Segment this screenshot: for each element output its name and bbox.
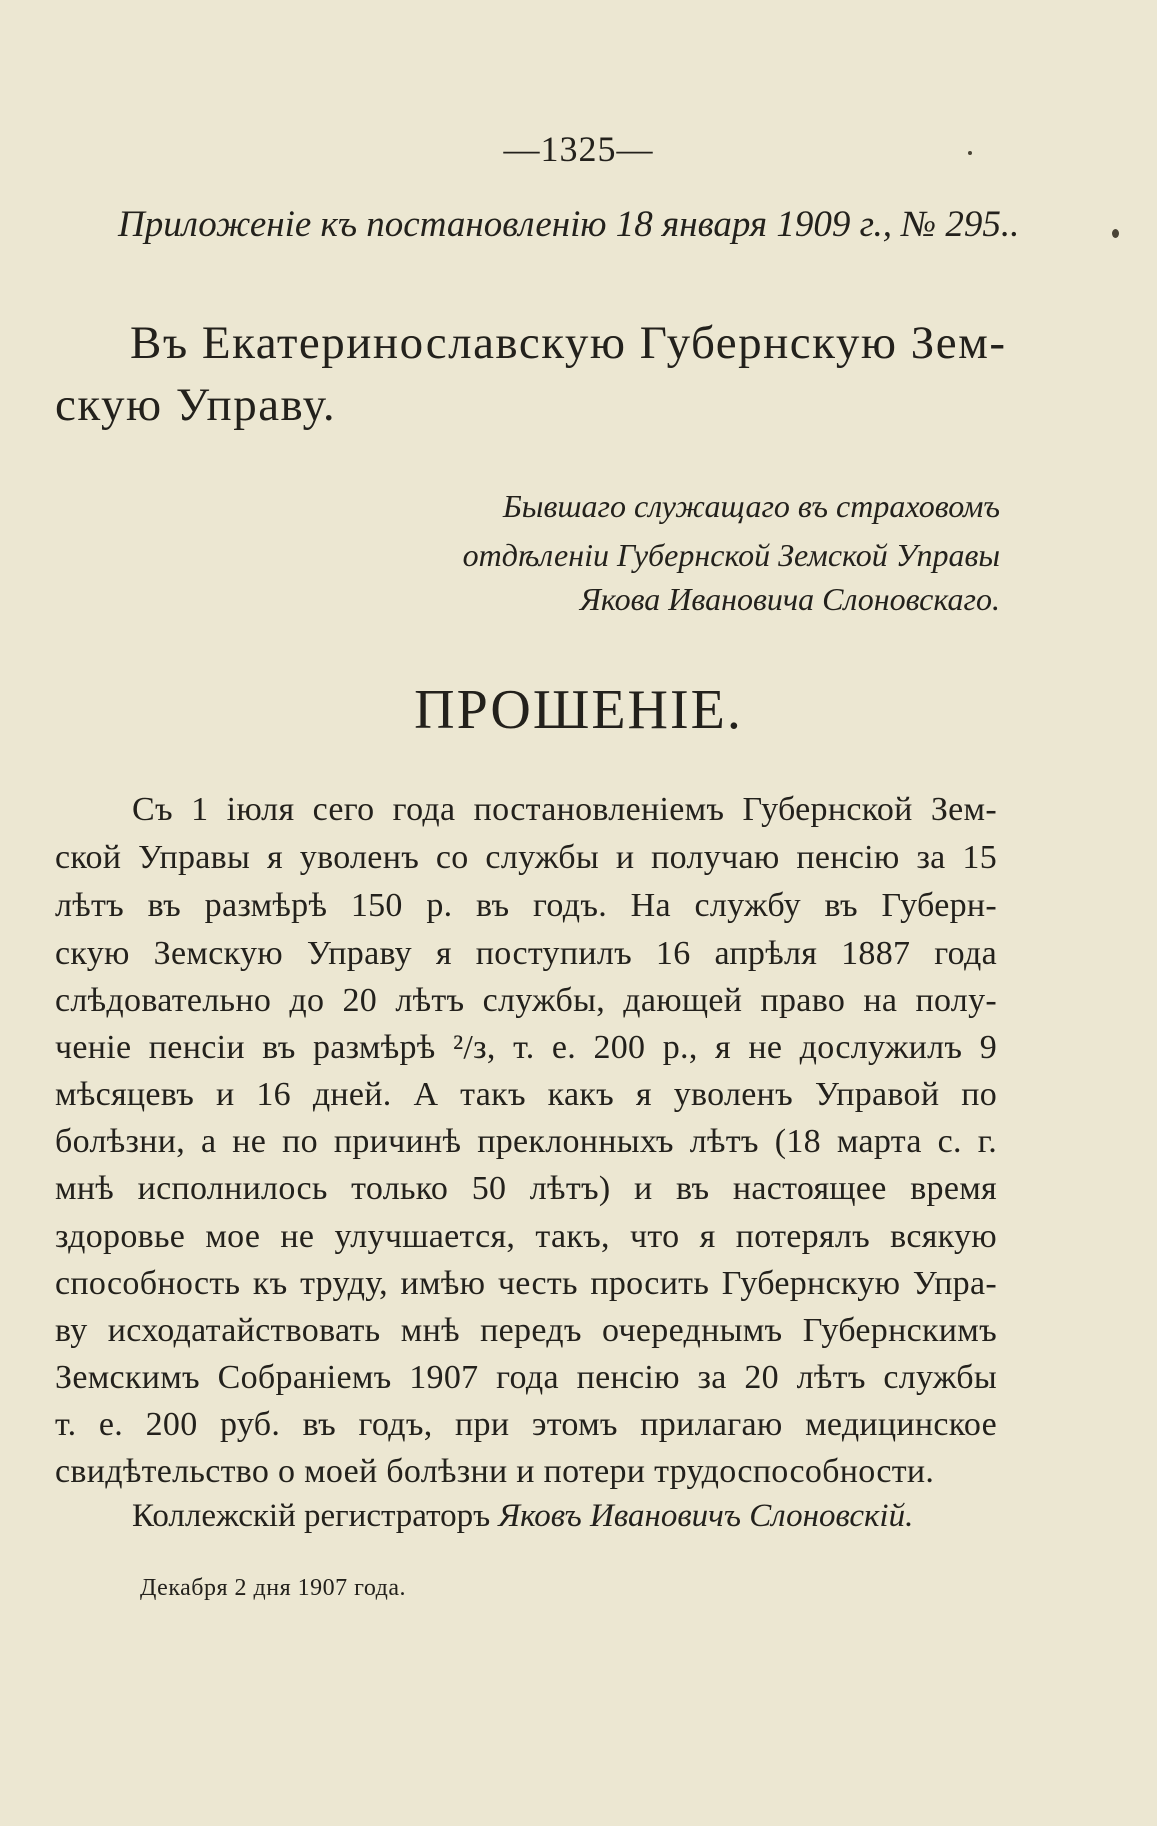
body-line: болѣзни, а не по причинѣ преклонныхъ лѣтъ (18 марта с. г.: [55, 1123, 997, 1160]
sender-line-3: Якова Ивановича Слоновскаго.: [579, 581, 1000, 617]
body-line: мнѣ исполнилось только 50 лѣтъ) и въ настоящее время: [55, 1170, 997, 1207]
appendix-note: Приложенiе къ постановленiю 18 января 1909 г., № 295..: [118, 204, 1020, 245]
body-line: здоровье мое не улучшается, такъ, что я потерялъ всякую: [55, 1218, 997, 1255]
page-number: —1325—: [503, 129, 654, 169]
body-line: скую Земскую Управу я поступилъ 16 апрѣля 1887 года: [55, 935, 997, 972]
body-line: лѣтъ въ размѣрѣ 150 р. въ годъ. На службу въ Губерн-: [55, 887, 997, 924]
body-line: свидѣтельство о моей болѣзни и потери трудоспособности.: [55, 1453, 935, 1490]
signature-name: Яковъ Ивановичъ Слоновскiй.: [498, 1498, 914, 1534]
address-line-2: скую Управу.: [55, 379, 337, 431]
ink-speck: [1112, 229, 1119, 238]
sender-line-2: отдѣленiи Губернской Земской Управы: [462, 537, 1000, 573]
document-date: Декабря 2 дня 1907 года.: [140, 1575, 407, 1601]
body-line: Земскимъ Собранiемъ 1907 года пенсiю за 20 лѣтъ службы: [55, 1359, 997, 1396]
body-line: ву исходатайствовать мнѣ передъ очереднымъ Губернскимъ: [55, 1312, 997, 1349]
body-line: т. е. 200 руб. въ годъ, при этомъ прилагаю медицинское: [55, 1406, 997, 1443]
body-line: слѣдовательно до 20 лѣтъ службы, дающей право на полу-: [55, 982, 997, 1019]
body-line: ской Управы я уволенъ со службы и получаю пенсiю за 15: [55, 839, 997, 876]
sender-line-1: Бывшаго служащаго въ страховомъ: [502, 488, 1000, 524]
signature-rank: Коллежскiй регистраторъ: [132, 1498, 491, 1534]
body-line: ченiе пенсiи въ размѣрѣ ²/з, т. е. 200 р., я не дослужилъ 9: [55, 1029, 997, 1066]
signature: [132, 1498, 913, 1535]
ink-speck: [968, 151, 972, 155]
body-line: способность къ труду, имѣю честь просить Губернскую Упра-: [55, 1265, 997, 1302]
body-line: Съ 1 iюля сего года постановленiемъ Губернской Зем-: [132, 791, 997, 828]
body-line: мѣсяцевъ и 16 дней. А такъ какъ я уволенъ Управой по: [55, 1076, 997, 1113]
address-line-1: Въ Екатеринославскую Губернскую Зем-: [130, 317, 1007, 369]
document-title: ПРОШЕНIЕ.: [414, 679, 743, 741]
